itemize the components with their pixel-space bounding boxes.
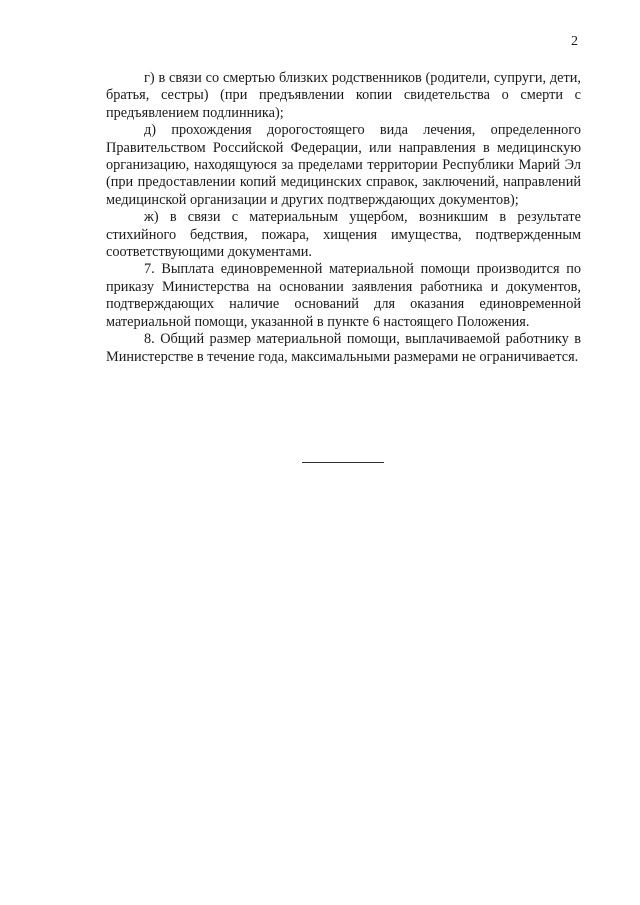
document-body xyxy=(106,70,581,366)
paragraph-8: 8. Общий размер материальной помощи, выплачиваемой работнику в Министерстве в течение года, максимальными размерами не ограничивается. xyxy=(106,331,581,365)
paragraph-zh: ж) в связи с материальным ущербом, возникшим в результате стихийного бедствия, пожара, хищения имущества, подтвержденным соответствующими документами. xyxy=(106,209,581,261)
paragraph-d: д) прохождения дорогостоящего вида лечения, определенного Правительством Российской Федерации, или направления в медицинскую организацию, находящуюся за пределами территории Республики Марий Эл (при предоставлении копий медицинских справок, заключений, направлений медицинской организации и других подтверждающих документов); xyxy=(106,122,581,208)
page-number: 2 xyxy=(571,34,578,49)
paragraph-g: г) в связи со смертью близких родственников (родители, супруги, дети, братья, сестры) (при предъявлении копии свидетельства о смерти с предъявлением подлинника); xyxy=(106,70,581,121)
end-separator-line xyxy=(302,462,384,463)
paragraph-7: 7. Выплата единовременной материальной помощи производится по приказу Министерства на основании заявления работника и документов, подтверждающих наличие оснований для оказания единовременной материальной помощи, указанной в пункте 6 настоящего Положения. xyxy=(106,261,581,330)
